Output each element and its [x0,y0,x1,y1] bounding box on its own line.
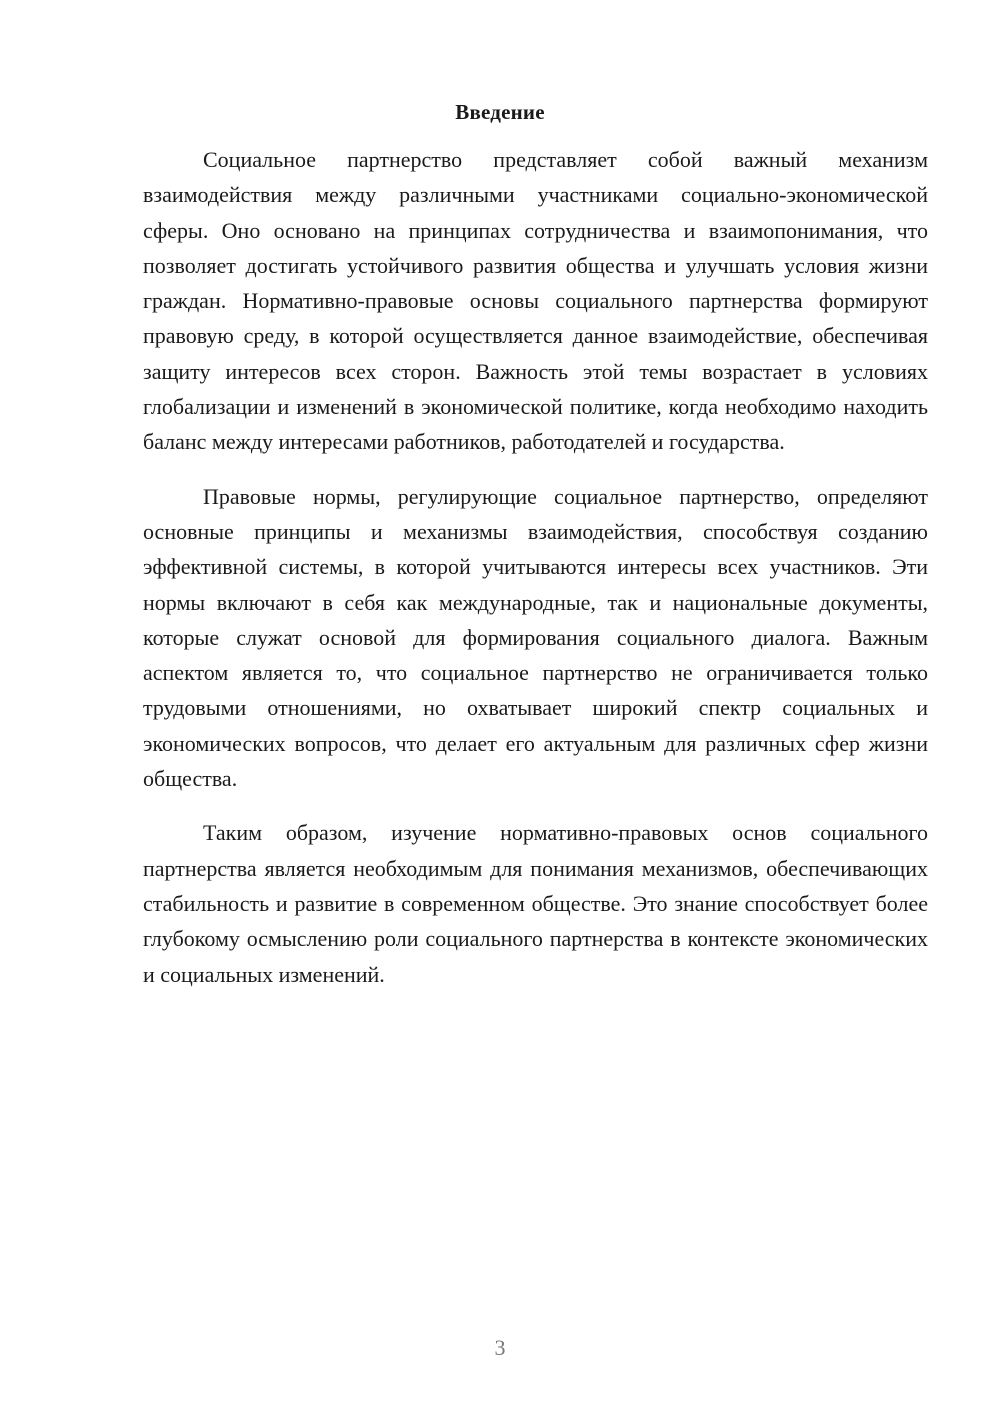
paragraph-1: Социальное партнерство представляет собой важный механизм взаимодействия между различными участниками социально-экономической сферы. Оно основано на принципах сотрудничества и взаимопонимания, что позволяет достигать устойчивого развития общества и улучшать условия жизни граждан. Нормативно-правовые основы социального партнерства формируют правовую среду, в которой осуществляется данное взаимодействие, обеспечивая защиту интересов всех сторон. Важность этой темы возрастает в условиях глобализации и изменений в экономической политике, когда необходимо находить баланс между интересами работников, работодателей и государства. [143,147,928,455]
paragraph-2: Правовые нормы, регулирующие социальное партнерство, определяют основные принципы и механизмы взаимодействия, способствуя созданию эффективной системы, в которой учитываются интересы всех участников. Эти нормы включают в себя как международные, так и национальные документы, которые служат основой для формирования социального диалога. Важным аспектом является то, что социальное партнерство не ограничивается только трудовыми отношениями, но охватывает широкий спектр социальных и экономических вопросов, что делает его актуальным для различных сфер жизни общества. [143,483,928,792]
page-number: 3 [494,1335,506,1360]
paragraph-3: Таким образом, изучение нормативно-правовых основ социального партнерства является необходимым для понимания механизмов, обеспечивающих стабильность и развитие в современном обществе. Это знание способствует более глубокому осмыслению роли социального партнерства в контексте экономических и социальных изменений. [143,820,928,987]
body-text [143,142,928,992]
page-heading: Введение [455,100,545,124]
